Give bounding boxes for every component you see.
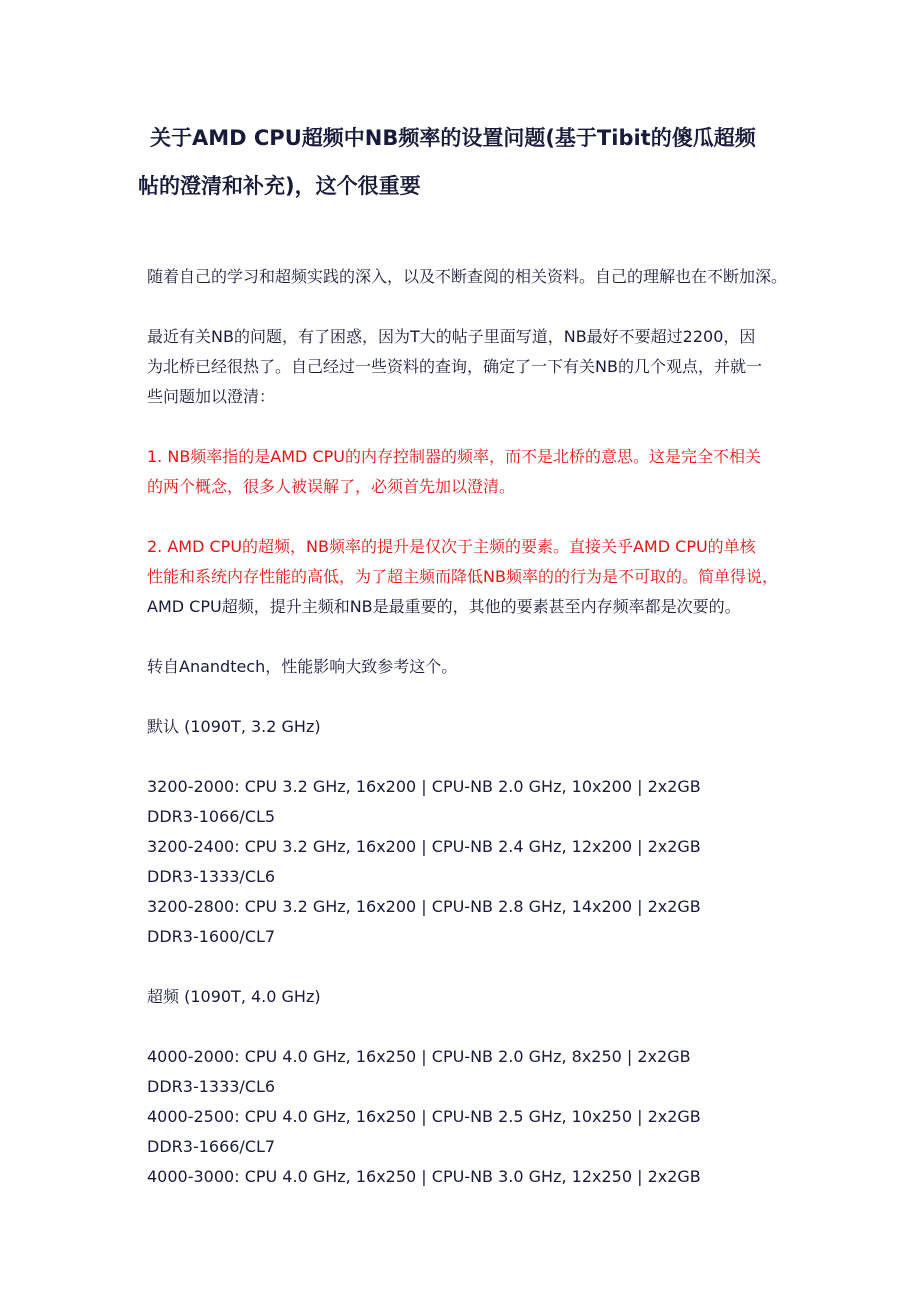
spec-line: DDR3-1333/CL6: [147, 1077, 276, 1096]
recent-line-3: 些问题加以澄清：: [147, 387, 276, 406]
page-title: [138, 114, 798, 210]
oc-heading: [147, 982, 797, 1012]
spec-line: DDR3-1066/CL5: [147, 807, 276, 826]
default-heading-text: 默认 (1090T, 3.2 GHz): [147, 717, 321, 736]
recent-line-2: 为北桥已经很热了。自己经过一些资料的查询，确定了一下有关NB的几个观点，并就一: [147, 357, 762, 376]
oc-heading-text: 超频 (1090T, 4.0 GHz): [147, 987, 321, 1006]
recent-paragraph: [147, 322, 797, 412]
source-paragraph: [147, 652, 797, 682]
title-line-1: 关于AMD CPU超频中NB频率的设置问题(基于Tibit的傻瓜超频: [150, 126, 756, 150]
default-spec-list: [147, 772, 797, 952]
point-2-line-3: AMD CPU超频，提升主频和NB是最重要的，其他的要素甚至内存频率都是次要的。: [147, 597, 741, 616]
spec-line: DDR3-1666/CL7: [147, 1137, 276, 1156]
spec-line: 4000-2500: CPU 4.0 GHz, 16x250 | CPU-NB 2.5 GHz, 10x250 | 2x2GB: [147, 1107, 701, 1126]
point-2-line-2: 性能和系统内存性能的高低，为了超主频而降低NB频率的的行为是不可取的。简单得说，: [147, 567, 778, 586]
point-1-line-1: 1. NB频率指的是AMD CPU的内存控制器的频率，而不是北桥的意思。这是完全不相关: [147, 447, 761, 466]
default-heading: [147, 712, 797, 742]
spec-line: DDR3-1600/CL7: [147, 927, 276, 946]
point-2-paragraph: [147, 532, 797, 622]
spec-line: 3200-2800: CPU 3.2 GHz, 16x200 | CPU-NB 2.8 GHz, 14x200 | 2x2GB: [147, 897, 701, 916]
intro-text: 随着自己的学习和超频实践的深入，以及不断查阅的相关资料。自己的理解也在不断加深。: [147, 267, 788, 286]
oc-spec-list: [147, 1042, 797, 1192]
source-text: 转自Anandtech，性能影响大致参考这个。: [147, 657, 458, 676]
intro-paragraph: [147, 262, 797, 292]
point-1-paragraph: [147, 442, 797, 502]
point-1-line-2: 的两个概念，很多人被误解了，必须首先加以澄清。: [147, 477, 516, 496]
title-line-2: 帖的澄清和补充)，这个很重要: [138, 174, 421, 198]
spec-line: DDR3-1333/CL6: [147, 867, 276, 886]
spec-line: 3200-2400: CPU 3.2 GHz, 16x200 | CPU-NB 2.4 GHz, 12x200 | 2x2GB: [147, 837, 701, 856]
recent-line-1: 最近有关NB的问题，有了困惑，因为T大的帖子里面写道，NB最好不要超过2200，因: [147, 327, 756, 346]
point-2-line-1: 2. AMD CPU的超频，NB频率的提升是仅次于主频的要素。直接关乎AMD CPU的单核: [147, 537, 756, 556]
spec-line: 4000-2000: CPU 4.0 GHz, 16x250 | CPU-NB 2.0 GHz, 8x250 | 2x2GB: [147, 1047, 691, 1066]
spec-line: 3200-2000: CPU 3.2 GHz, 16x200 | CPU-NB 2.0 GHz, 10x200 | 2x2GB: [147, 777, 701, 796]
document-body: [147, 262, 797, 1192]
spec-line: 4000-3000: CPU 4.0 GHz, 16x250 | CPU-NB 3.0 GHz, 12x250 | 2x2GB: [147, 1167, 701, 1186]
